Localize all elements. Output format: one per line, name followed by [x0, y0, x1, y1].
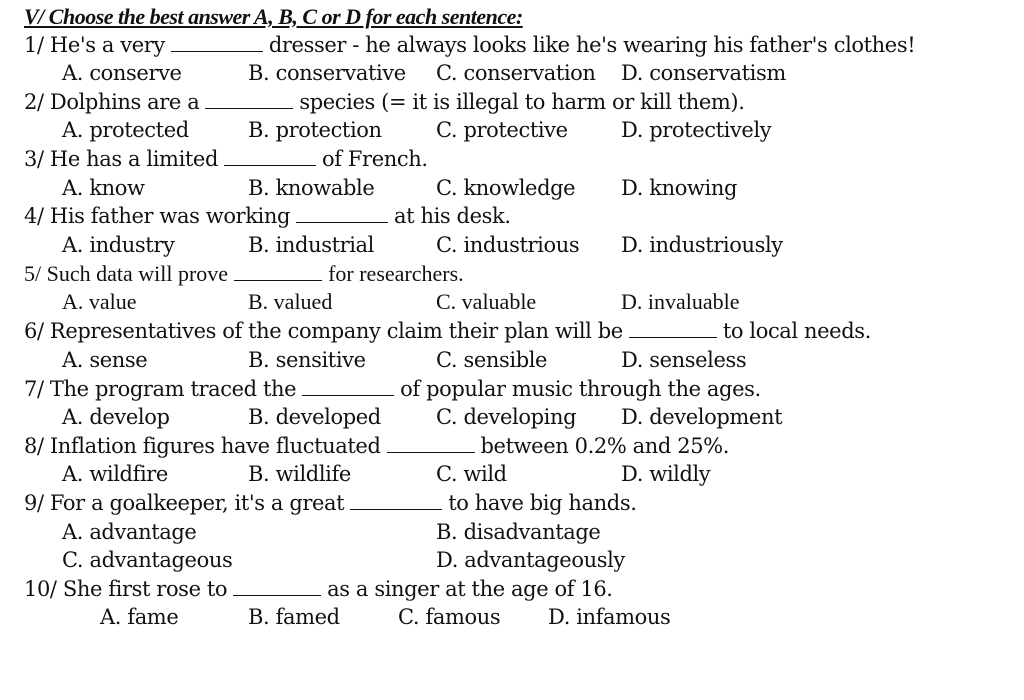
option-c[interactable]: C. sensible [436, 348, 548, 372]
question-3-suffix: of French. [322, 147, 428, 171]
question-9-suffix: to have big hands. [448, 491, 637, 515]
option-d[interactable]: D. advantageously [436, 548, 625, 572]
exercise-title: V/ Choose the best answer A, B, C or D for each sentence: [24, 4, 523, 29]
option-c[interactable]: C. conservation [436, 61, 596, 85]
option-b[interactable]: B. knowable [248, 176, 375, 200]
question-1-prefix: 1/ He's a very [24, 33, 165, 57]
question-8-suffix: between 0.2% and 25%. [480, 434, 729, 458]
option-a[interactable]: A. develop [62, 405, 170, 429]
answer-blank[interactable] [387, 439, 475, 453]
option-d[interactable]: D. protectively [621, 118, 772, 142]
question-8-prefix: 8/ Inflation figures have fluctuated [24, 434, 381, 458]
option-b[interactable]: B. wildlife [248, 462, 351, 486]
option-d[interactable]: D. development [621, 405, 783, 429]
question-10 [24, 577, 613, 601]
answer-blank[interactable] [302, 382, 394, 396]
option-c[interactable]: C. protective [436, 118, 568, 142]
option-b[interactable]: B. disadvantage [436, 520, 601, 544]
option-d[interactable]: D. invaluable [621, 289, 740, 314]
option-b[interactable]: B. famed [248, 605, 340, 629]
question-7 [24, 377, 761, 401]
question-6 [24, 319, 871, 343]
question-3 [24, 147, 428, 171]
question-5-prefix: 5/ Such data will prove [24, 261, 229, 286]
option-d[interactable]: D. infamous [548, 605, 671, 629]
answer-blank[interactable] [205, 95, 293, 109]
option-a[interactable]: A. value [62, 289, 137, 314]
option-b[interactable]: B. protection [248, 118, 382, 142]
option-a[interactable]: A. wildfire [62, 462, 168, 486]
option-a[interactable]: A. advantage [62, 520, 197, 544]
option-c[interactable]: C. wild [436, 462, 507, 486]
question-7-prefix: 7/ The program traced the [24, 377, 297, 401]
option-d[interactable]: D. industriously [621, 233, 783, 257]
option-d[interactable]: D. wildly [621, 462, 711, 486]
question-9-prefix: 9/ For a goalkeeper, it's a great [24, 491, 345, 515]
question-2 [24, 90, 744, 114]
option-c[interactable]: C. advantageous [62, 548, 233, 572]
question-4 [24, 204, 511, 228]
answer-blank[interactable] [296, 209, 388, 223]
question-5 [24, 261, 464, 287]
option-b[interactable]: B. industrial [248, 233, 374, 257]
option-a[interactable]: A. protected [62, 118, 189, 142]
option-c[interactable]: C. industrious [436, 233, 580, 257]
question-2-suffix: species (= it is illegal to harm or kill them). [299, 90, 745, 114]
question-2-prefix: 2/ Dolphins are a [24, 90, 200, 114]
option-d[interactable]: D. senseless [621, 348, 747, 372]
question-9 [24, 491, 637, 515]
question-4-prefix: 4/ His father was working [24, 204, 291, 228]
answer-blank[interactable] [350, 496, 442, 510]
question-1-suffix: dresser - he always looks like he's wearing his father's clothes! [268, 33, 916, 57]
option-a[interactable]: A. industry [62, 233, 175, 257]
question-5-suffix: for researchers. [328, 261, 464, 286]
question-7-suffix: of popular music through the ages. [400, 377, 761, 401]
question-4-suffix: at his desk. [394, 204, 511, 228]
option-a[interactable]: A. sense [62, 348, 148, 372]
question-3-prefix: 3/ He has a limited [24, 147, 218, 171]
option-b[interactable]: B. conservative [248, 61, 406, 85]
answer-blank[interactable] [171, 38, 263, 52]
option-a[interactable]: A. know [62, 176, 145, 200]
option-b[interactable]: B. valued [248, 289, 333, 314]
option-b[interactable]: B. developed [248, 405, 381, 429]
answer-blank[interactable] [234, 267, 322, 281]
question-1 [24, 33, 915, 57]
question-6-suffix: to local needs. [722, 319, 871, 343]
option-a[interactable]: A. conserve [62, 61, 182, 85]
option-a[interactable]: A. fame [100, 605, 179, 629]
option-c[interactable]: C. valuable [436, 289, 537, 314]
option-d[interactable]: D. knowing [621, 176, 737, 200]
option-c[interactable]: C. famous [398, 605, 501, 629]
question-6-prefix: 6/ Representatives of the company claim their plan will be [24, 319, 623, 343]
option-c[interactable]: C. developing [436, 405, 577, 429]
answer-blank[interactable] [233, 582, 321, 596]
option-c[interactable]: C. knowledge [436, 176, 576, 200]
question-10-prefix: 10/ She first rose to [24, 577, 228, 601]
option-b[interactable]: B. sensitive [248, 348, 366, 372]
question-8 [24, 434, 729, 458]
question-10-suffix: as a singer at the age of 16. [327, 577, 613, 601]
answer-blank[interactable] [224, 152, 316, 166]
answer-blank[interactable] [629, 324, 717, 338]
option-d[interactable]: D. conservatism [621, 61, 786, 85]
